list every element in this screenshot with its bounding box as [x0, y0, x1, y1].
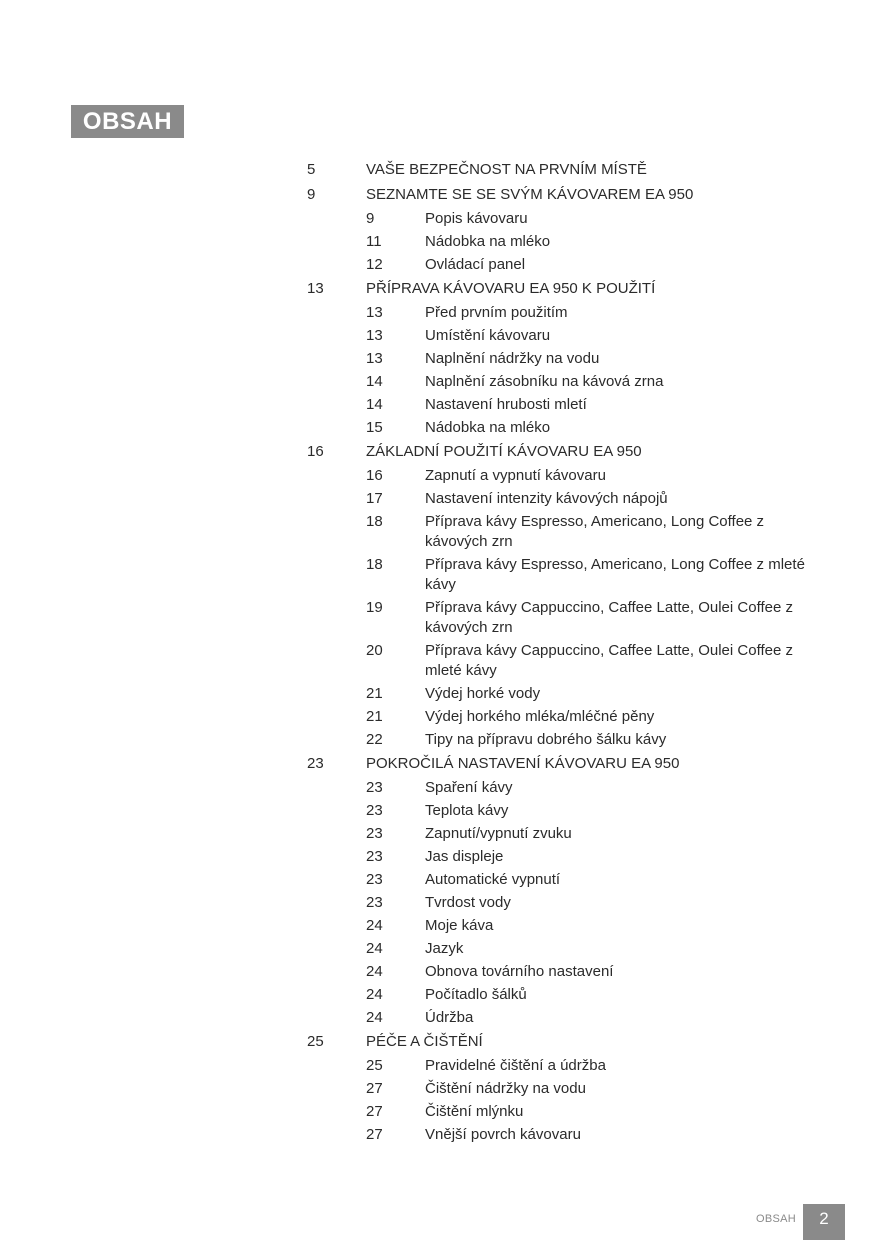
toc-entry[interactable] [366, 847, 827, 867]
toc-entry-title: Počítadlo šálků [425, 986, 527, 1003]
toc-entry[interactable] [366, 1008, 827, 1028]
toc-entry[interactable] [366, 641, 827, 681]
toc-entry[interactable] [366, 893, 827, 913]
toc-entry[interactable] [366, 418, 827, 438]
toc-entry-title: Nastavení intenzity kávových nápojů [425, 490, 668, 507]
toc-section[interactable] [307, 753, 827, 775]
toc-entry[interactable] [366, 209, 827, 229]
toc-entry-page: 24 [366, 917, 383, 934]
toc-entry-page: 14 [366, 396, 383, 413]
toc-entry-page: 23 [366, 802, 383, 819]
toc-entry-title: Nastavení hrubosti mletí [425, 396, 587, 413]
toc-entry-title: Naplnění zásobníku na kávová zrna [425, 373, 664, 390]
toc-entry-page: 13 [366, 350, 383, 367]
toc-entry[interactable] [366, 939, 827, 959]
toc-entry-title: Zapnutí a vypnutí kávovaru [425, 467, 606, 484]
toc-entry-title: Popis kávovaru [425, 210, 528, 227]
toc-entry-page: 23 [366, 871, 383, 888]
toc-entry-page: 25 [366, 1057, 383, 1074]
toc-entry-page: 22 [366, 731, 383, 748]
toc-entry[interactable] [366, 1056, 827, 1076]
toc-section[interactable] [307, 184, 827, 206]
toc-entry-title: Naplnění nádržky na vodu [425, 350, 600, 367]
toc-entry-title: Nádobka na mléko [425, 233, 551, 250]
toc-entry-page: 13 [366, 327, 383, 344]
toc-entry[interactable] [366, 395, 827, 415]
toc-entry-title: Obnova továrního nastavení [425, 963, 614, 980]
toc-entry-title: Před prvním použitím [425, 304, 568, 321]
toc-section-page: 5 [307, 161, 316, 178]
toc-entry-title: Nádobka na mléko [425, 419, 551, 436]
toc-entry-title: Jas displeje [425, 848, 504, 865]
toc-entry[interactable] [366, 303, 827, 323]
toc-section-page: 23 [307, 755, 324, 772]
toc-section-page: 13 [307, 280, 324, 297]
toc-section-title: POKROČILÁ NASTAVENÍ KÁVOVARU EA 950 [366, 755, 680, 772]
toc-entry-title: Příprava kávy Cappuccino, Caffee Latte, Oulei Coffee z mleté kávy [425, 642, 793, 679]
toc-section[interactable] [307, 159, 827, 181]
toc-entry-page: 23 [366, 848, 383, 865]
toc-section-page: 9 [307, 186, 316, 203]
toc-entry-page: 12 [366, 256, 383, 273]
toc-entry[interactable] [366, 684, 827, 704]
page-title: OBSAH [71, 105, 184, 138]
toc-entry-page: 18 [366, 556, 383, 573]
toc-section[interactable] [307, 441, 827, 463]
toc-entry[interactable] [366, 489, 827, 509]
toc-entry-title: Teplota kávy [425, 802, 509, 819]
footer-page-number: 2 [803, 1204, 845, 1240]
toc-entry-title: Příprava kávy Espresso, Americano, Long Coffee z mleté kávy [425, 556, 805, 593]
toc-entry-page: 9 [366, 210, 375, 227]
toc-entry[interactable] [366, 372, 827, 392]
toc-entry-page: 27 [366, 1080, 383, 1097]
toc-entry-title: Vnější povrch kávovaru [425, 1126, 581, 1143]
toc-entry-page: 23 [366, 779, 383, 796]
toc-section-page: 25 [307, 1033, 324, 1050]
toc-section-title: ZÁKLADNÍ POUŽITÍ KÁVOVARU EA 950 [366, 443, 642, 460]
toc-entry[interactable] [366, 598, 827, 638]
toc-section-title: PÉČE A ČIŠTĚNÍ [366, 1033, 483, 1050]
toc-entry-page: 17 [366, 490, 383, 507]
toc-entry-title: Spaření kávy [425, 779, 513, 796]
toc-entry-title: Čištění nádržky na vodu [425, 1080, 586, 1097]
toc-entry-title: Tipy na přípravu dobrého šálku kávy [425, 731, 667, 748]
toc-entry-page: 20 [366, 642, 383, 659]
toc-entry[interactable] [366, 349, 827, 369]
toc-entry-title: Čištění mlýnku [425, 1103, 524, 1120]
toc-section-title: PŘÍPRAVA KÁVOVARU EA 950 K POUŽITÍ [366, 280, 656, 297]
toc-entry[interactable] [366, 326, 827, 346]
toc-entry[interactable] [366, 801, 827, 821]
toc-entry[interactable] [366, 232, 827, 252]
toc-section-title: VAŠE BEZPEČNOST NA PRVNÍM MÍSTĚ [366, 161, 647, 178]
toc-entry[interactable] [366, 962, 827, 982]
toc-entry[interactable] [366, 512, 827, 552]
footer-section-label: OBSAH [755, 1213, 796, 1225]
toc-entry-page: 27 [366, 1103, 383, 1120]
toc-entry-title: Příprava kávy Cappuccino, Caffee Latte, Oulei Coffee z kávových zrn [425, 599, 793, 636]
toc-entry[interactable] [366, 1079, 827, 1099]
toc-entry-page: 19 [366, 599, 383, 616]
toc-entry-page: 18 [366, 513, 383, 530]
toc-entry-title: Jazyk [425, 940, 464, 957]
toc-entry-title: Údržba [425, 1009, 474, 1026]
table-of-contents [307, 159, 827, 1145]
toc-entry-page: 23 [366, 825, 383, 842]
toc-section-page: 16 [307, 443, 324, 460]
toc-entry-page: 21 [366, 685, 383, 702]
toc-entry-page: 24 [366, 940, 383, 957]
toc-entry[interactable] [366, 1125, 827, 1145]
toc-entry-page: 23 [366, 894, 383, 911]
toc-section[interactable] [307, 1031, 827, 1053]
toc-entry[interactable] [366, 985, 827, 1005]
toc-section-title: SEZNAMTE SE SE SVÝM KÁVOVAREM EA 950 [366, 186, 694, 203]
toc-entry-page: 21 [366, 708, 383, 725]
toc-entry-title: Výdej horkého mléka/mléčné pěny [425, 708, 655, 725]
toc-entry-page: 13 [366, 304, 383, 321]
toc-section[interactable] [307, 278, 827, 300]
toc-entry-title: Tvrdost vody [425, 894, 511, 911]
toc-entry[interactable] [366, 255, 827, 275]
toc-entry-page: 16 [366, 467, 383, 484]
toc-entry-page: 11 [366, 233, 382, 250]
toc-entry[interactable] [366, 730, 827, 750]
toc-entry-page: 27 [366, 1126, 383, 1143]
toc-entry-title: Moje káva [425, 917, 494, 934]
toc-entry[interactable] [366, 1102, 827, 1122]
toc-entry-title: Příprava kávy Espresso, Americano, Long Coffee z kávových zrn [425, 513, 765, 550]
toc-entry-page: 24 [366, 963, 383, 980]
toc-entry-title: Automatické vypnutí [425, 871, 561, 888]
toc-entry[interactable] [366, 707, 827, 727]
toc-entry[interactable] [366, 555, 827, 595]
toc-entry[interactable] [366, 916, 827, 936]
toc-entry-title: Ovládací panel [425, 256, 526, 273]
toc-entry[interactable] [366, 466, 827, 486]
toc-entry-page: 15 [366, 419, 383, 436]
toc-entry[interactable] [366, 778, 827, 798]
toc-entry-page: 24 [366, 986, 383, 1003]
toc-entry-page: 24 [366, 1009, 383, 1026]
toc-entry-title: Umístění kávovaru [425, 327, 551, 344]
toc-entry[interactable] [366, 824, 827, 844]
toc-entry-title: Výdej horké vody [425, 685, 541, 702]
toc-entry-title: Zapnutí/vypnutí zvuku [425, 825, 572, 842]
toc-entry-page: 14 [366, 373, 383, 390]
toc-entry-title: Pravidelné čištění a údržba [425, 1057, 606, 1074]
toc-entry[interactable] [366, 870, 827, 890]
